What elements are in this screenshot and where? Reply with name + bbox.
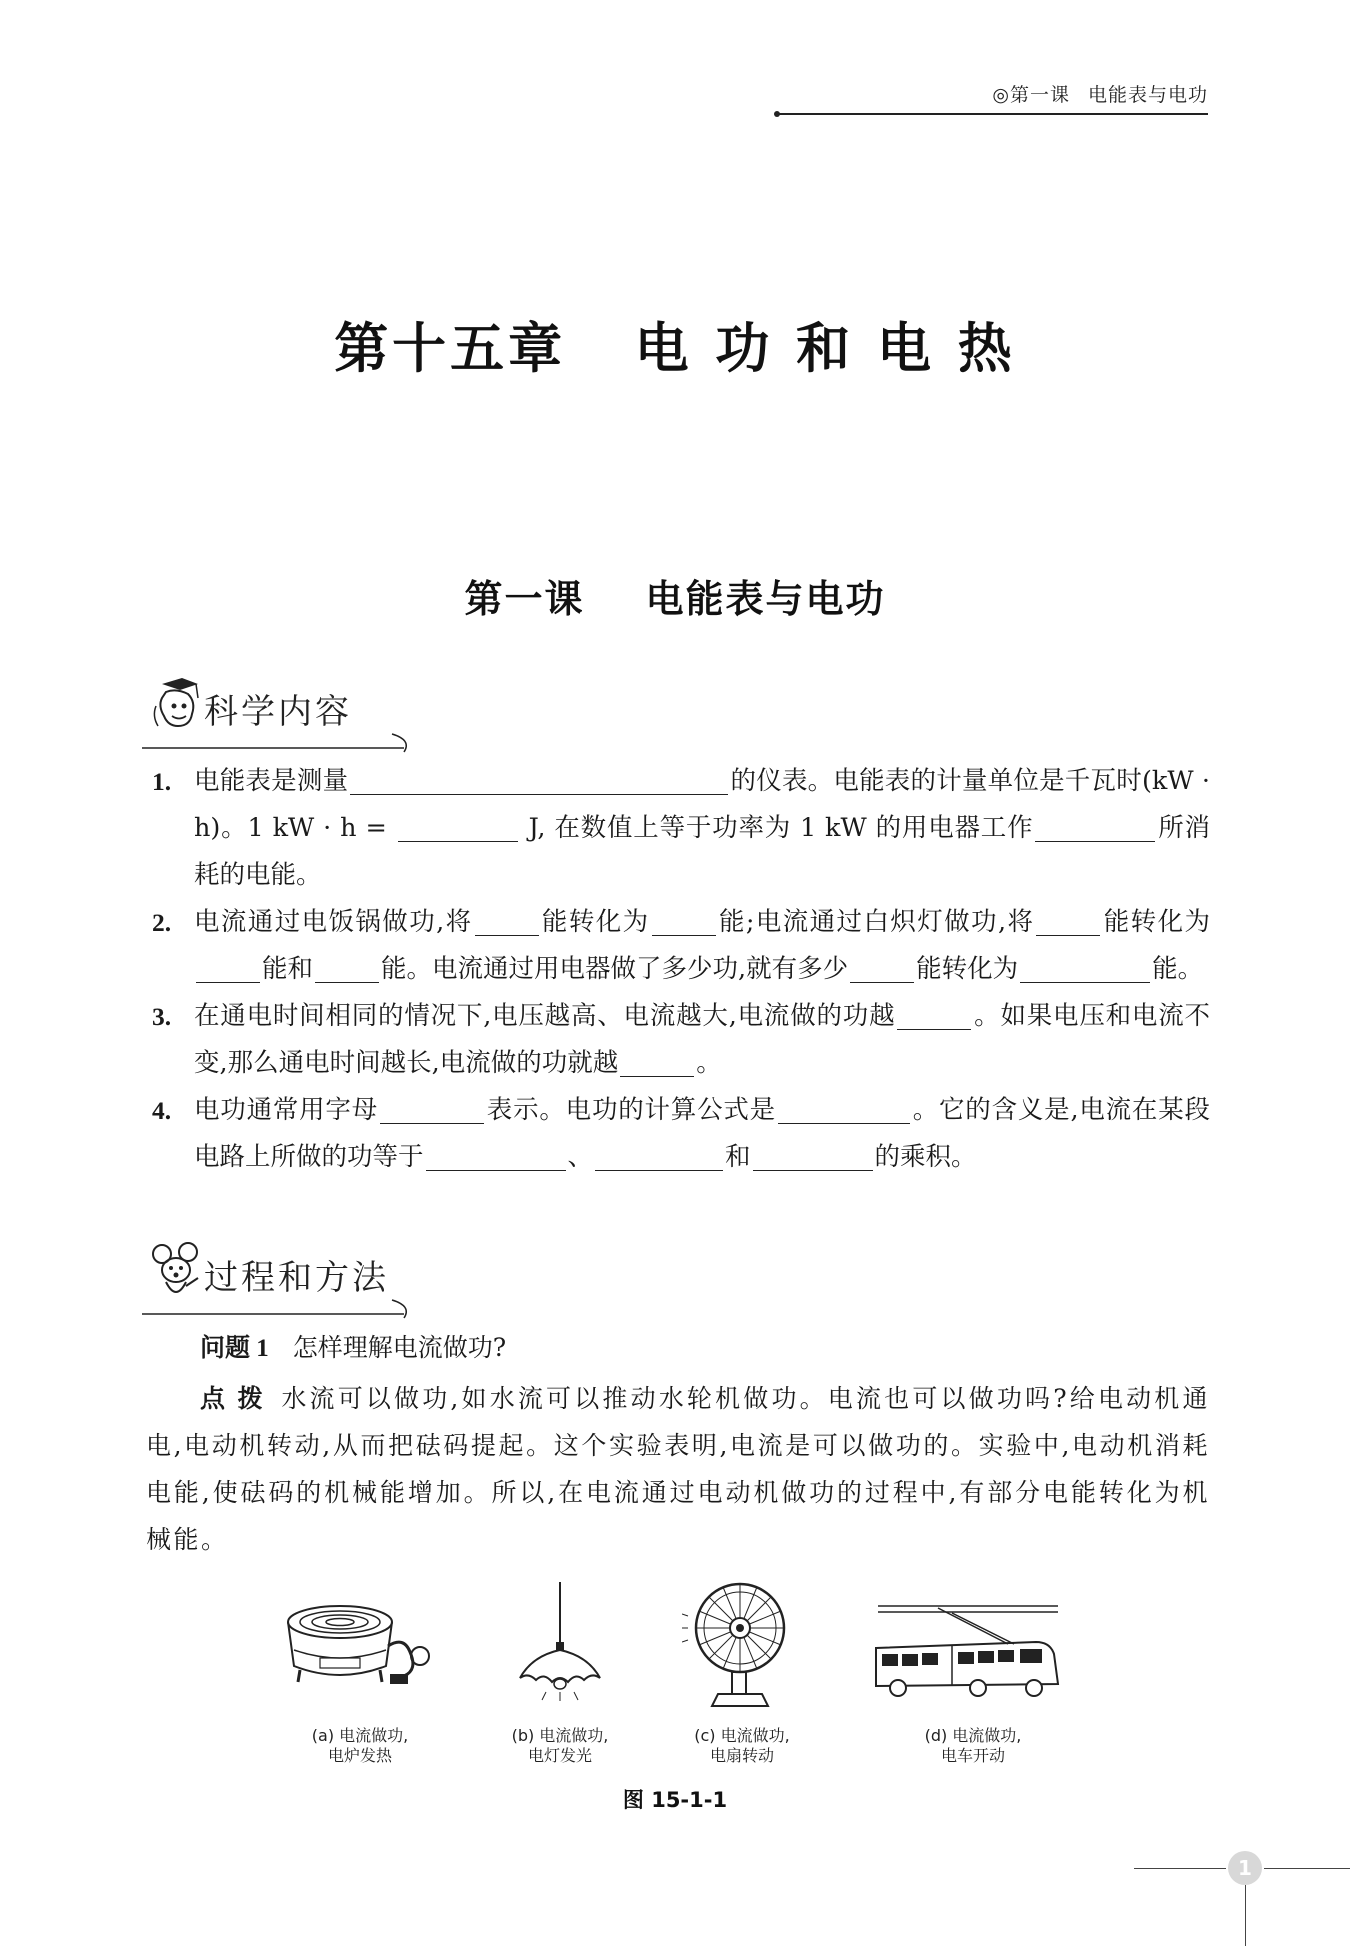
figure-b-caption: (b) 电流做功, 电灯发光 <box>511 1726 609 1765</box>
question-text: 、 <box>567 1142 594 1172</box>
hint-paragraph <box>146 1375 1210 1563</box>
running-header-title: 电能表与电功 <box>1087 84 1208 106</box>
answer-blank[interactable] <box>652 905 716 936</box>
section-heading-process <box>142 1242 442 1312</box>
figure-label: 图 15-1-1 <box>622 1788 728 1812</box>
problem-1 <box>200 1328 506 1364</box>
question-text: 能转化为 <box>1102 907 1210 937</box>
mouse-mascot-icon <box>148 1242 204 1304</box>
question-text: 。 <box>696 1048 722 1078</box>
section-underline <box>142 732 422 756</box>
problem-label: 问题 1 <box>200 1335 269 1362</box>
question-1 <box>152 758 1210 899</box>
answer-blank[interactable] <box>315 952 379 983</box>
answer-blank[interactable] <box>897 999 971 1030</box>
question-3 <box>152 993 1210 1087</box>
question-text: J, 在数值上等于功率为 1 kW 的用电器工作 <box>519 813 1034 843</box>
question-text: 能和 <box>262 954 314 984</box>
question-text: 。如果电压和电流不变,那么通电时间越长,电流做的功就越 <box>194 1001 1210 1078</box>
electric-fan-illustration <box>682 1576 792 1716</box>
question-text: 所消耗的电能。 <box>194 813 1210 890</box>
answer-blank[interactable] <box>1020 952 1150 983</box>
figure-c-caption: (c) 电流做功, 电扇转动 <box>694 1726 790 1765</box>
question-text: 在通电时间相同的情况下,电压越高、电流越大,电流做的功越 <box>194 1001 896 1031</box>
answer-blank[interactable] <box>778 1093 910 1124</box>
graduate-mascot-icon <box>148 676 204 738</box>
figure-b-lamp <box>510 1582 610 1702</box>
questions-list <box>152 758 1210 1181</box>
question-number: 2. <box>152 908 172 937</box>
figure-a-caption: (a) 电流做功, 电炉发热 <box>311 1726 409 1765</box>
question-text: 电流通过电饭锅做功,将 <box>194 907 473 937</box>
problem-text: 怎样理解电流做功? <box>292 1333 507 1362</box>
answer-blank[interactable] <box>753 1140 873 1171</box>
hint-label: 点拨 <box>200 1384 276 1413</box>
section-heading-science <box>142 676 442 746</box>
question-text: 的仪表。电能表的计量单位是千瓦时(kW · h)。1 kW · h = <box>194 766 1210 843</box>
question-number: 1. <box>152 767 172 796</box>
figure-d-caption: (d) 电流做功, 电车开动 <box>924 1726 1022 1765</box>
question-text: 能转化为 <box>916 954 1019 984</box>
figure-d-trolleybus <box>868 1604 1068 1700</box>
answer-blank[interactable] <box>426 1140 566 1171</box>
question-number: 4. <box>152 1096 172 1125</box>
page-number-rule-vertical <box>1245 1885 1246 1946</box>
trolleybus-illustration <box>868 1604 1068 1700</box>
question-text: 能;电流通过白炽灯做功,将 <box>717 907 1035 937</box>
question-text: 和 <box>725 1142 751 1172</box>
answer-blank[interactable] <box>398 811 518 842</box>
question-text: 的乘积。 <box>874 1142 977 1172</box>
running-header-rule <box>778 113 1208 115</box>
figure-c-fan <box>682 1576 792 1716</box>
question-text: 能转化为 <box>540 907 650 937</box>
question-text: 。它的含义是,电流在某段电路上所做的功等于 <box>194 1095 1210 1172</box>
answer-blank[interactable] <box>380 1093 484 1124</box>
answer-blank[interactable] <box>620 1046 694 1077</box>
answer-blank[interactable] <box>1035 811 1155 842</box>
answer-blank[interactable] <box>595 1140 723 1171</box>
running-header <box>992 80 1208 107</box>
question-number: 3. <box>152 1002 172 1031</box>
page-number-rule-left <box>1134 1868 1226 1869</box>
question-4 <box>152 1087 1210 1181</box>
answer-blank[interactable] <box>475 905 539 936</box>
answer-blank[interactable] <box>350 764 728 795</box>
answer-blank[interactable] <box>196 952 260 983</box>
question-text: 电能表是测量 <box>194 766 349 796</box>
answer-blank[interactable] <box>850 952 914 983</box>
electric-stove-illustration <box>280 1600 440 1700</box>
lesson-title: 第一课 电能表与电功 <box>464 576 886 621</box>
section-heading-process-label: 过程和方法 <box>204 1258 389 1298</box>
figure-a-electric-stove <box>280 1600 440 1700</box>
section-heading-science-label: 科学内容 <box>204 692 352 732</box>
question-text: 能。 <box>1152 954 1204 984</box>
section-underline <box>142 1298 422 1322</box>
question-text: 电功通常用字母 <box>194 1095 379 1125</box>
hint-text: 水流可以做功,如水流可以推动水轮机做功。电流也可以做功吗?给电动机通电,电动机转动,从而把砝码提起。这个实验表明,电流是可以做功的。实验中,电动机消耗电能,使砝码的机械能增加。所以,在电流通过电动机做功的过程中,有部分电能转化为机械能。 <box>146 1384 1210 1554</box>
page-number-rule-right <box>1264 1868 1350 1869</box>
answer-blank[interactable] <box>1036 905 1100 936</box>
page-number: 1 <box>1228 1851 1262 1885</box>
hanging-lamp-illustration <box>510 1582 610 1702</box>
chapter-title: 第十五章 电 功 和 电 热 <box>334 317 1016 380</box>
question-2 <box>152 899 1210 993</box>
question-text: 表示。电功的计算公式是 <box>486 1095 776 1125</box>
running-header-prefix: ◎第一课 <box>992 84 1070 106</box>
question-text: 能。电流通过用电器做了多少功,就有多少 <box>381 954 849 984</box>
